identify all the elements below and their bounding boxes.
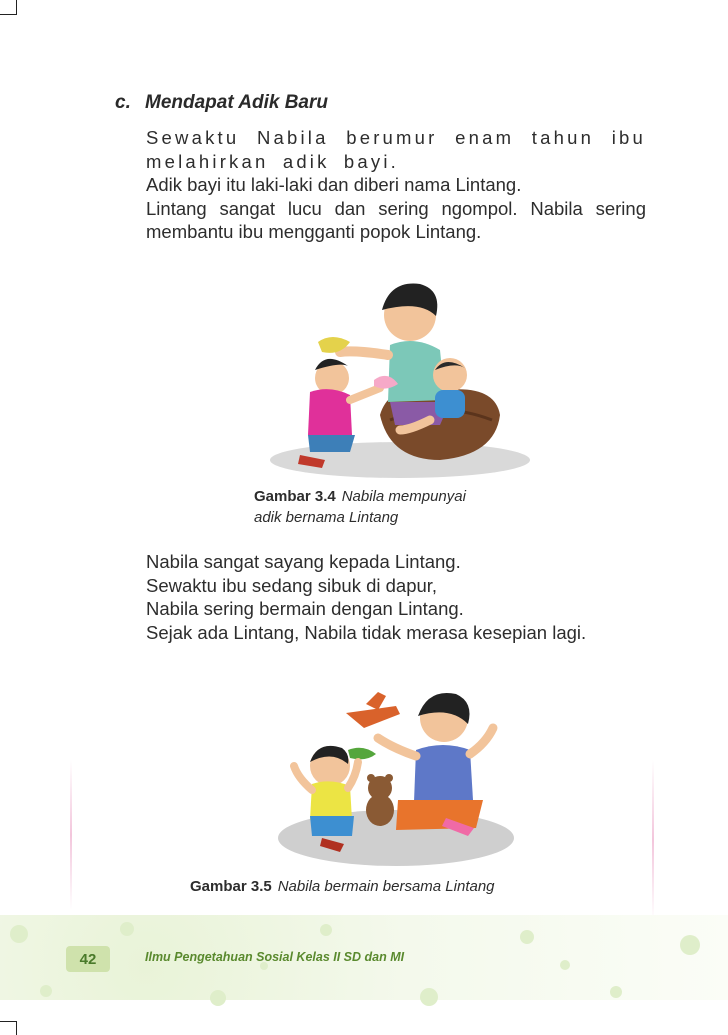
figure-caption-text: Nabila bermain bersama Lintang <box>277 878 495 895</box>
paragraph-1-line: Lintang sangat lucu dan sering ngompol. Nabila sering membantu ibu mengganti popok Lintang. <box>146 197 646 242</box>
section-letter: c. <box>115 92 131 113</box>
figure-label: Gambar 3.5 <box>190 878 272 895</box>
section-heading <box>115 92 328 114</box>
crop-mark-bottom-left-v <box>16 1021 17 1035</box>
paragraph-2-line: Sejak ada Lintang, Nabila tidak merasa kesepian lagi. <box>146 621 587 643</box>
paragraph-1-line: Adik bayi itu laki-laki dan diberi nama Lintang. <box>146 174 522 195</box>
crop-mark-top-left-h <box>0 14 17 15</box>
margin-line-right <box>652 760 654 920</box>
illustration-nabila-playing-lintang <box>278 688 528 868</box>
page-number: 42 <box>66 946 110 972</box>
paragraph-2-line: Sewaktu ibu sedang sibuk di dapur, <box>146 574 438 596</box>
figure-caption-text: Nabila mempunyai <box>341 488 466 505</box>
paragraph-2-line: Nabila sangat sayang kepada Lintang. <box>146 551 461 572</box>
crop-mark-top-left-v <box>16 0 17 14</box>
paragraph-1 <box>146 126 646 244</box>
paragraph-2-line: Nabila sering bermain dengan Lintang. <box>146 598 464 619</box>
illustration-mother-nabila-baby <box>270 270 530 480</box>
section-title: Mendapat Adik Baru <box>145 92 328 113</box>
paragraph-2 <box>146 550 646 644</box>
figure-label: Gambar 3.4 <box>254 488 336 505</box>
paragraph-1-line: Sewaktu Nabila berumur enam tahun ibu melahirkan adik bayi. <box>146 127 646 172</box>
crop-mark-bottom-left-h <box>0 1021 17 1022</box>
margin-line-left <box>70 760 72 910</box>
book-title: Ilmu Pengetahuan Sosial Kelas II SD dan MI <box>145 950 405 964</box>
figure-caption-text: adik bernama Lintang <box>254 509 399 526</box>
figure-caption-3-5 <box>190 876 495 897</box>
figure-caption-3-4 <box>254 486 466 528</box>
